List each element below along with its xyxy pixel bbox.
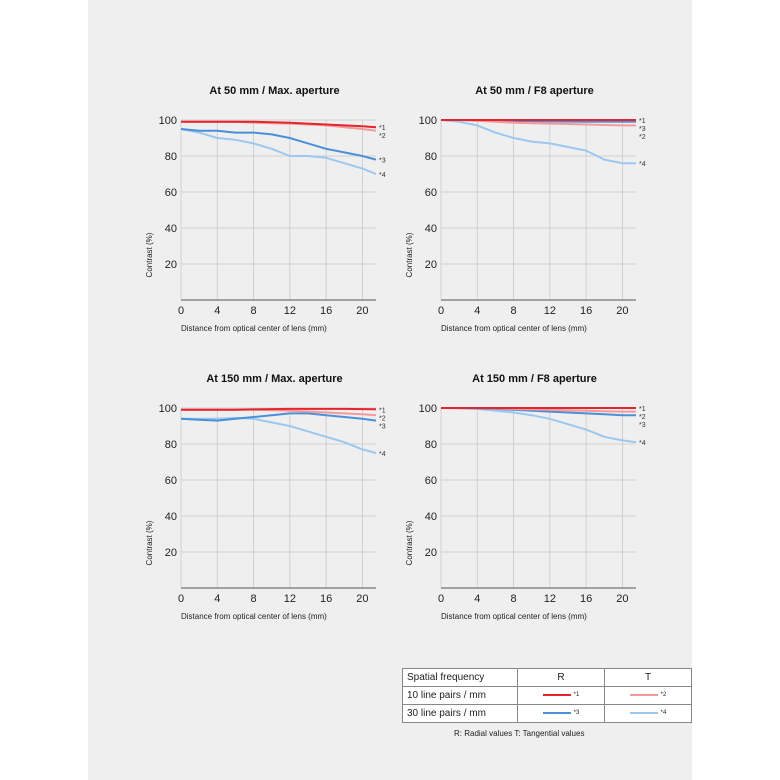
legend-swatch-4	[605, 705, 692, 723]
x-tick-label: 0	[177, 593, 185, 605]
x-tick-label: 20	[356, 305, 369, 317]
x-tick-label: 8	[510, 305, 517, 317]
y-tick-label: 40	[164, 223, 177, 235]
series-end-label-1: *1	[639, 118, 646, 125]
x-tick-label: 20	[356, 593, 369, 605]
y-tick-label: 40	[424, 511, 437, 523]
x-tick-label: 12	[283, 593, 296, 605]
x-tick-label: 0	[177, 305, 185, 317]
y-tick-label: 60	[424, 187, 437, 199]
legend-note: R: Radial values T: Tangential values	[454, 729, 585, 738]
legend-row-10lp	[403, 687, 692, 705]
y-tick-label: 100	[158, 403, 177, 415]
series-end-label-3: *3	[639, 422, 646, 429]
chart-title: At 150 mm / F8 aperture	[472, 373, 597, 385]
x-tick-label: 4	[214, 305, 221, 317]
x-tick-label: 8	[250, 593, 257, 605]
x-tick-label: 4	[474, 305, 481, 317]
chart-title: At 150 mm / Max. aperture	[206, 373, 343, 385]
x-tick-label: 12	[543, 593, 556, 605]
series-end-label-2: *2	[639, 134, 646, 141]
series-line-3	[181, 129, 376, 160]
y-tick-label: 100	[158, 115, 177, 127]
legend-line-4	[630, 712, 658, 714]
series-end-label-4: *4	[639, 440, 646, 448]
series-line-1	[181, 409, 376, 410]
chart-svg	[140, 78, 390, 348]
x-axis-label: Distance from optical center of lens (mm)	[441, 324, 587, 333]
chart-title: At 50 mm / F8 aperture	[475, 85, 594, 97]
y-tick-label: 80	[164, 439, 177, 451]
x-tick-label: 4	[474, 593, 481, 605]
y-tick-label: 20	[164, 547, 177, 559]
series-end-label-3: *3	[639, 126, 646, 133]
y-tick-label: 80	[424, 151, 437, 163]
x-tick-label: 20	[616, 593, 629, 605]
legend-mark-1: *1	[573, 692, 580, 699]
mtf-chart-50mm-f8	[400, 78, 650, 353]
x-axis-label: Distance from optical center of lens (mm)	[181, 612, 327, 621]
y-tick-label: 100	[418, 403, 437, 415]
x-tick-label: 8	[510, 593, 517, 605]
y-tick-label: 40	[424, 223, 437, 235]
x-axis-label: Distance from optical center of lens (mm)	[181, 324, 327, 333]
y-axis-label: Contrast (%)	[145, 232, 154, 278]
y-tick-label: 100	[418, 115, 437, 127]
y-tick-label: 40	[164, 511, 177, 523]
x-tick-label: 16	[319, 305, 333, 317]
series-line-4	[441, 408, 636, 442]
x-tick-label: 8	[250, 305, 257, 317]
series-end-label-1: *1	[379, 125, 386, 133]
chart-svg	[140, 366, 390, 636]
series-end-label-4: *4	[379, 172, 386, 179]
y-tick-label: 20	[164, 259, 177, 271]
y-tick-label: 20	[424, 547, 437, 559]
x-tick-label: 0	[437, 305, 445, 317]
y-tick-label: 60	[164, 475, 177, 487]
y-tick-label: 60	[424, 475, 437, 487]
x-tick-label: 4	[214, 593, 221, 605]
legend-header-r: R	[518, 669, 605, 687]
y-axis-label: Contrast (%)	[405, 520, 414, 566]
legend-row-label: 10 line pairs / mm	[403, 687, 518, 705]
legend-mark-3: *3	[573, 710, 580, 717]
series-line-1	[181, 122, 376, 127]
y-axis-label: Contrast (%)	[405, 232, 414, 278]
series-line-4	[181, 418, 376, 453]
legend-header-t: T	[605, 669, 692, 687]
series-end-label-4: *4	[379, 451, 386, 458]
y-tick-label: 20	[424, 259, 437, 271]
series-end-label-3: *3	[379, 423, 386, 431]
mtf-chart-50mm-max	[140, 78, 390, 353]
series-end-label-4: *4	[639, 161, 646, 169]
series-end-label-2: *2	[639, 414, 646, 421]
legend-line-1	[543, 694, 571, 696]
legend-swatch-2	[605, 687, 692, 705]
legend-row-30lp	[403, 705, 692, 723]
x-tick-label: 16	[579, 305, 593, 317]
legend-table	[402, 668, 692, 723]
y-tick-label: 80	[164, 151, 177, 163]
series-end-label-1: *1	[379, 407, 386, 415]
series-end-label-1: *1	[639, 406, 646, 413]
series-end-label-3: *3	[379, 157, 386, 165]
x-tick-label: 0	[437, 593, 445, 605]
y-tick-label: 60	[164, 187, 177, 199]
x-tick-label: 16	[579, 593, 593, 605]
chart-svg	[400, 366, 650, 636]
legend-line-3	[543, 712, 571, 714]
mtf-chart-150mm-max	[140, 366, 390, 641]
chart-title: At 50 mm / Max. aperture	[209, 85, 340, 97]
legend-swatch-3	[518, 705, 605, 723]
series-end-label-2: *2	[379, 415, 386, 423]
x-tick-label: 12	[543, 305, 556, 317]
y-tick-label: 80	[424, 439, 437, 451]
y-axis-label: Contrast (%)	[145, 520, 154, 566]
legend-mark-4: *4	[660, 710, 667, 717]
x-axis-label: Distance from optical center of lens (mm)	[441, 612, 587, 621]
series-line-4	[441, 120, 636, 163]
x-tick-label: 20	[616, 305, 629, 317]
x-tick-label: 16	[319, 593, 333, 605]
chart-svg	[400, 78, 650, 348]
mtf-chart-150mm-f8	[400, 366, 650, 641]
legend-header-label: Spatial frequency	[403, 669, 518, 687]
legend-header-row	[403, 669, 692, 687]
x-tick-label: 12	[283, 305, 296, 317]
legend-swatch-1	[518, 687, 605, 705]
series-end-label-2: *2	[379, 133, 386, 141]
legend-mark-2: *2	[660, 692, 667, 699]
legend-row-label: 30 line pairs / mm	[403, 705, 518, 723]
legend-line-2	[630, 694, 658, 696]
